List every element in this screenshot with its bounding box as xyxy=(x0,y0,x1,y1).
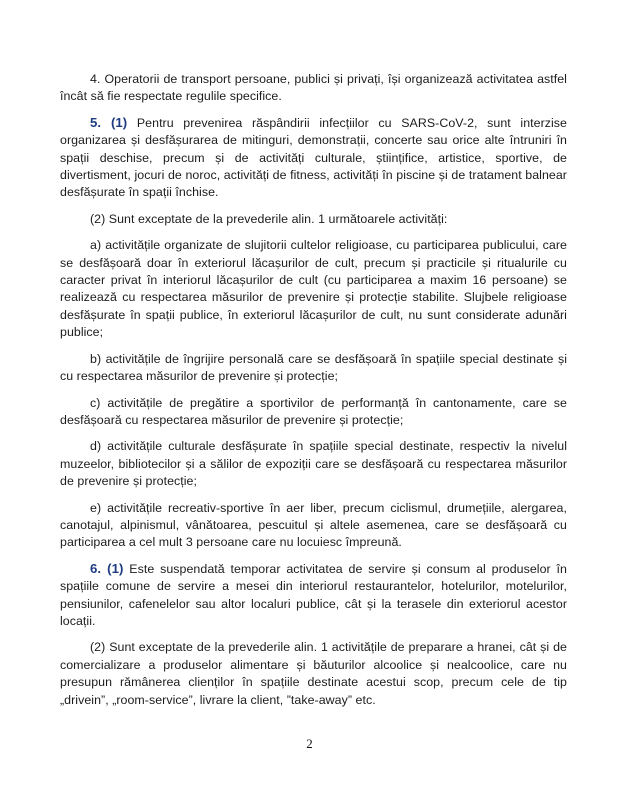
paragraph-text: a) activitățile organizate de slujitorii cultelor religioase, cu participarea publicului, care se desfășoară doar în exteriorul lăcașurilor de cult, precum și practicile și ritualurile cu caracter privat în interiorul lăcașurilor de cult (cu participarea a maxim 16 persoane) se realizează cu respectarea măsurilor de prevenire și protecție stabilite. Slujbele religioase desfășurate în spații publice, în exteriorul lăcașurilor de cult, nu sunt considerate adunări publice; xyxy=(60,238,567,340)
paragraph-art6-alin2 xyxy=(60,638,567,709)
paragraph-art5-alin1 xyxy=(60,114,567,202)
paragraph-text: e) activitățile recreativ-sportive în aer liber, precum ciclismul, drumețiile, alergarea, canotajul, alpinismul, vânătoarea, pescuitul și altele asemenea, care se desfășoară cu participarea a cel mult 3 persoane care nu locuiesc împreună. xyxy=(60,500,567,550)
paragraph-text: Este suspendată temporar activitatea de servire și consum al produselor în spațiile comune de servire a mesei din interiorul restaurantelor, hotelurilor, motelurilor, pensiunilor, cafenelelor sau altor localuri publice, cât și la terasele din exteriorul acestor locații. xyxy=(60,561,567,628)
paragraph-text: (2) Sunt exceptate de la prevederile alin. 1 următoarele activități: xyxy=(90,211,448,226)
paragraph-item-d xyxy=(60,437,567,490)
page-number: 2 xyxy=(306,736,313,751)
paragraph-item-a xyxy=(60,236,567,341)
paragraph-text: Pentru prevenirea răspândirii infecțiilor cu SARS-CoV-2, sunt interzise organizarea și desfășurarea de mitinguri, demonstrații, concerte sau orice alte întruniri în spații deschise, precum și de activități culturale, științifice, artistice, sportive, de divertisment, jocuri de noroc, activități de fitness, activități în piscine și de tratament balnear desfășurate în spații închise. xyxy=(60,115,567,200)
paragraph-item-c xyxy=(60,394,567,430)
paragraph-text: d) activitățile culturale desfășurate în spațiile special destinate, respectiv la nivelul muzeelor, bibliotecilor și a sălilor de expoziții care se desfășoară cu respectarea măsurilor de prevenire și protecție; xyxy=(60,439,567,489)
paragraph-item-b xyxy=(60,350,567,386)
paragraph-item-e xyxy=(60,499,567,552)
paragraph-text: c) activitățile de pregătire a sportivilor de performanță în cantonamente, care se desfășoară cu respectarea măsurilor de prevenire și protecție; xyxy=(60,395,567,427)
article-number: 6. (1) xyxy=(90,560,124,576)
paragraph-text: 4. Operatorii de transport persoane, publici și privați, își organizează activitatea astfel încât să fie respectate regulile specifice. xyxy=(60,72,567,104)
paragraph-art6-alin1 xyxy=(60,560,567,631)
document-body xyxy=(60,70,567,717)
article-number: 5. (1) xyxy=(90,114,128,130)
paragraph-art4 xyxy=(60,70,567,106)
paragraph-text: (2) Sunt exceptate de la prevederile alin. 1 activitățile de preparare a hranei, cât și de comercializare a produselor alimentare și băuturilor alcoolice și nealcoolice, care nu presupun rămânerea clienților în spațiile destinate acestui scop, precum cele de tip „drivein”, „room-service”, livrare la client, ”take-away” etc. xyxy=(60,640,567,707)
paragraph-text: b) activitățile de îngrijire personală care se desfășoară în spațiile special destinate și cu respectarea măsurilor de prevenire și protecție; xyxy=(60,351,567,384)
paragraph-art5-alin2 xyxy=(60,210,567,228)
